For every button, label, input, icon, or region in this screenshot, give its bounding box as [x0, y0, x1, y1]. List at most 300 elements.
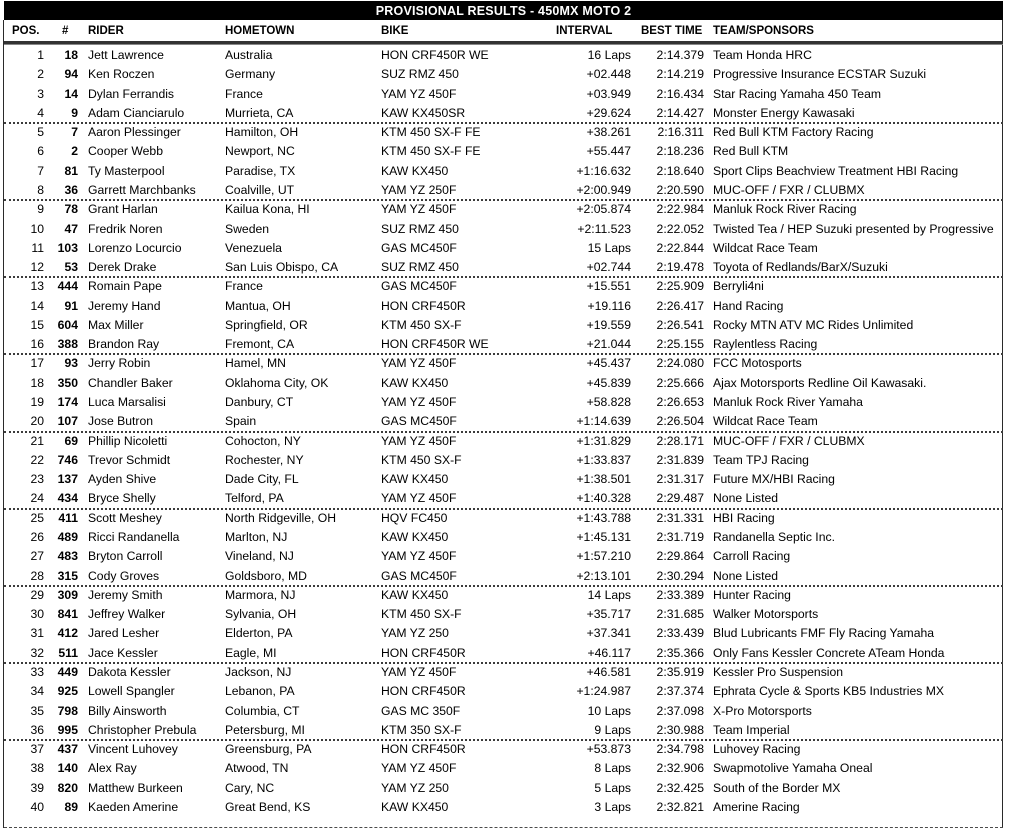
- header-underline-thin: [4, 44, 1003, 45]
- cell-interval: +46.117: [587, 645, 631, 660]
- cell-team: South of the Border MX: [713, 780, 841, 795]
- cell-rider: Ken Roczen: [88, 67, 155, 82]
- cell-number: 137: [57, 472, 78, 487]
- cell-bike: YAM YZ 450F: [381, 491, 457, 506]
- cell-number: 309: [57, 587, 78, 602]
- cell-rider: Jerry Robin: [88, 356, 151, 371]
- table-row: [4, 528, 1003, 547]
- cell-best-time: 2:25.909: [656, 279, 704, 294]
- cell-hometown: Cary, NC: [225, 780, 275, 795]
- cell-interval: +2:11.523: [577, 221, 631, 236]
- cell-number: 140: [57, 761, 78, 776]
- cell-bike: KAW KX450: [381, 587, 449, 602]
- cell-best-time: 2:35.366: [656, 645, 704, 660]
- cell-position: 4: [37, 105, 44, 120]
- cell-number: 437: [57, 742, 78, 757]
- cell-best-time: 2:22.984: [656, 202, 704, 217]
- cell-number: 7: [71, 125, 78, 140]
- cell-interval: +53.873: [586, 742, 631, 757]
- table-row: [4, 335, 1003, 354]
- table-row: [4, 142, 1003, 161]
- cell-number: 350: [57, 375, 78, 390]
- cell-bike: GAS MC450F: [381, 568, 457, 583]
- cell-position: 2: [37, 67, 44, 82]
- cell-number: 47: [64, 221, 78, 236]
- cell-best-time: 2:25.155: [656, 337, 704, 352]
- cell-position: 33: [30, 664, 44, 679]
- cell-rider: Fredrik Noren: [88, 221, 163, 236]
- cell-team: Wildcat Race Team: [713, 240, 818, 255]
- cell-best-time: 2:31.839: [656, 452, 704, 467]
- cell-rider: Phillip Nicoletti: [88, 433, 168, 448]
- cell-rider: Trevor Schmidt: [88, 452, 171, 467]
- cell-bike: GAS MC450F: [381, 279, 457, 294]
- cell-number: 9: [71, 105, 78, 120]
- cell-interval: +1:57.210: [576, 549, 631, 564]
- cell-team: HBI Racing: [713, 510, 775, 525]
- cell-team: Team Honda HRC: [713, 48, 812, 62]
- cell-hometown: Oklahoma City, OK: [225, 375, 329, 390]
- cell-rider: Matthew Burkeen: [88, 780, 183, 795]
- table-row: [4, 489, 1003, 508]
- cell-team: Wildcat Race Team: [713, 414, 818, 429]
- cell-rider: Scott Meshey: [88, 510, 162, 525]
- cell-position: 38: [30, 761, 44, 776]
- column-header-interval: INTERVAL: [556, 25, 613, 37]
- cell-bike: YAM YZ 250: [381, 626, 449, 641]
- cell-bike: GAS MC450F: [381, 414, 457, 429]
- table-row: [4, 432, 1003, 451]
- cell-bike: HON CRF450R: [381, 742, 466, 757]
- cell-number: 604: [57, 317, 78, 332]
- cell-number: 94: [64, 67, 78, 82]
- table-header-row: [4, 25, 1003, 41]
- cell-position: 40: [30, 799, 44, 814]
- cell-team: Hand Racing: [713, 298, 784, 313]
- cell-hometown: Danbury, CT: [225, 395, 294, 410]
- cell-position: 21: [30, 433, 44, 448]
- cell-best-time: 2:31.331: [656, 510, 704, 525]
- cell-number: 925: [57, 684, 78, 699]
- cell-rider: Jeremy Smith: [88, 587, 163, 602]
- cell-bike: KAW KX450: [381, 530, 449, 544]
- cell-best-time: 2:30.294: [656, 568, 704, 583]
- cell-position: 34: [30, 684, 44, 699]
- table-row: [4, 123, 1003, 142]
- cell-bike: KAW KX450: [381, 472, 449, 487]
- cell-number: 820: [57, 780, 78, 795]
- cell-best-time: 2:33.439: [656, 626, 704, 641]
- cell-position: 1: [37, 48, 44, 62]
- cell-best-time: 2:34.798: [656, 742, 704, 757]
- cell-hometown: Petersburg, MI: [225, 722, 305, 737]
- cell-best-time: 2:19.478: [656, 260, 704, 275]
- cell-hometown: Germany: [225, 67, 276, 82]
- cell-number: 36: [64, 182, 78, 197]
- cell-bike: YAM YZ 450F: [381, 433, 457, 448]
- cell-number: 483: [57, 549, 78, 564]
- cell-team: Ajax Motorsports Redline Oil Kawasaki.: [713, 375, 927, 390]
- table-row: [4, 220, 1003, 239]
- cell-hometown: Telford, PA: [225, 491, 284, 506]
- cell-bike: KTM 450 SX-F: [381, 607, 462, 622]
- cell-best-time: 2:32.906: [656, 761, 704, 776]
- cell-rider: Brandon Ray: [88, 337, 160, 352]
- table-row: [4, 644, 1003, 663]
- cell-team: Hunter Racing: [713, 587, 791, 602]
- cell-rider: Cooper Webb: [88, 144, 163, 159]
- cell-rider: Luca Marsalisi: [88, 395, 166, 410]
- table-row: [4, 721, 1003, 740]
- cell-bike: KTM 450 SX-F FE: [381, 125, 481, 140]
- table-row: [4, 740, 1003, 759]
- cell-rider: Jared Lesher: [88, 626, 160, 641]
- cell-interval: +37.341: [586, 626, 631, 641]
- cell-hometown: Marmora, NJ: [225, 587, 296, 602]
- cell-number: 995: [57, 722, 78, 737]
- table-row: [4, 239, 1003, 258]
- cell-position: 11: [31, 240, 44, 255]
- cell-number: 798: [57, 703, 78, 718]
- cell-hometown: Mantua, OH: [225, 298, 291, 313]
- cell-bike: YAM YZ 450F: [381, 395, 457, 410]
- cell-bike: SUZ RMZ 450: [381, 67, 459, 82]
- cell-team: Monster Energy Kawasaki: [713, 105, 855, 120]
- cell-hometown: Atwood, TN: [225, 761, 289, 776]
- cell-position: 10: [30, 221, 44, 236]
- cell-best-time: 2:30.988: [656, 722, 704, 737]
- cell-team: Amerine Racing: [713, 799, 800, 814]
- cell-bike: HON CRF450R: [381, 684, 466, 699]
- cell-best-time: 2:14.219: [656, 67, 704, 82]
- cell-position: 23: [30, 472, 44, 487]
- cell-hometown: Coalville, UT: [225, 182, 295, 197]
- cell-best-time: 2:24.080: [656, 356, 704, 371]
- table-row: [4, 200, 1003, 219]
- cell-position: 8: [37, 182, 44, 197]
- cell-hometown: Marlton, NJ: [225, 530, 288, 544]
- cell-position: 24: [30, 491, 44, 506]
- cell-rider: Billy Ainsworth: [88, 703, 167, 718]
- cell-interval: +2:05.874: [576, 202, 631, 217]
- cell-bike: KTM 450 SX-F FE: [381, 144, 481, 159]
- cell-rider: Romain Pape: [88, 279, 162, 294]
- cell-interval: +1:31.829: [576, 433, 631, 448]
- cell-rider: Jose Butron: [88, 414, 154, 429]
- cell-position: 29: [30, 587, 44, 602]
- cell-bike: YAM YZ 450F: [381, 761, 457, 776]
- cell-bike: YAM YZ 450F: [381, 202, 457, 217]
- cell-number: 14: [64, 86, 78, 101]
- cell-team: Swapmotolive Yamaha Oneal: [713, 761, 873, 776]
- cell-hometown: France: [225, 86, 263, 101]
- cell-rider: Grant Harlan: [88, 202, 158, 217]
- cell-best-time: 2:31.685: [656, 607, 704, 622]
- cell-interval: +19.116: [587, 298, 631, 313]
- cell-team: Team TPJ Racing: [713, 452, 809, 467]
- cell-hometown: North Ridgeville, OH: [225, 510, 337, 525]
- cell-best-time: 2:14.427: [656, 105, 704, 120]
- table-row: [4, 509, 1003, 528]
- table-bottom-separator: [4, 827, 1003, 829]
- table-row: [4, 65, 1003, 84]
- cell-hometown: Venezuela: [225, 240, 282, 255]
- cell-position: 16: [30, 337, 44, 352]
- cell-rider: Christopher Prebula: [88, 722, 197, 737]
- cell-interval: +1:14.639: [576, 414, 631, 429]
- cell-best-time: 2:18.640: [656, 163, 704, 178]
- cell-best-time: 2:37.374: [656, 684, 704, 699]
- table-row: [4, 316, 1003, 335]
- cell-hometown: Vineland, NJ: [225, 549, 294, 564]
- cell-position: 36: [30, 722, 44, 737]
- cell-bike: KAW KX450SR: [381, 105, 466, 120]
- cell-number: 511: [58, 645, 78, 660]
- cell-hometown: Hamilton, OH: [225, 125, 299, 140]
- cell-number: 388: [57, 337, 78, 352]
- cell-number: 93: [64, 356, 78, 371]
- table-row: [4, 85, 1003, 104]
- column-header-bike: BIKE: [381, 25, 409, 37]
- cell-bike: KAW KX450: [381, 799, 449, 814]
- table-row: [4, 181, 1003, 200]
- table-row: [4, 46, 1003, 65]
- cell-best-time: 2:29.864: [656, 549, 704, 564]
- cell-rider: Dylan Ferrandis: [88, 86, 175, 101]
- table-row: [4, 258, 1003, 277]
- cell-number: 91: [64, 298, 78, 313]
- cell-position: 3: [37, 86, 44, 101]
- cell-interval: +21.044: [586, 337, 631, 352]
- cell-interval: +58.828: [586, 395, 631, 410]
- cell-bike: SUZ RMZ 450: [381, 260, 459, 275]
- cell-position: 37: [30, 742, 44, 757]
- cell-interval: 9 Laps: [594, 722, 631, 737]
- cell-position: 31: [30, 626, 44, 641]
- cell-position: 20: [30, 414, 44, 429]
- cell-hometown: Goldsboro, MD: [225, 568, 307, 583]
- cell-bike: KTM 450 SX-F: [381, 317, 462, 332]
- cell-team: Toyota of Redlands/BarX/Suzuki: [713, 260, 888, 275]
- column-header-team: TEAM/SPONSORS: [713, 25, 814, 37]
- page-title: PROVISIONAL RESULTS - 450MX MOTO 2: [4, 1, 1003, 20]
- cell-position: 32: [30, 645, 44, 660]
- cell-position: 18: [30, 375, 44, 390]
- cell-best-time: 2:32.425: [656, 780, 704, 795]
- cell-position: 19: [30, 395, 44, 410]
- cell-hometown: Dade City, FL: [225, 472, 299, 487]
- cell-hometown: Greensburg, PA: [225, 742, 312, 757]
- cell-bike: SUZ RMZ 450: [381, 221, 459, 236]
- table-row: [4, 470, 1003, 489]
- table-row: [4, 297, 1003, 316]
- cell-position: 14: [30, 298, 44, 313]
- cell-bike: YAM YZ 250F: [381, 182, 457, 197]
- cell-position: 39: [30, 780, 44, 795]
- cell-interval: +02.448: [586, 67, 631, 82]
- cell-interval: +46.581: [586, 664, 631, 679]
- cell-position: 12: [30, 260, 44, 275]
- cell-best-time: 2:35.919: [656, 664, 704, 679]
- cell-hometown: Elderton, PA: [225, 626, 293, 641]
- table-row: [4, 779, 1003, 798]
- cell-interval: +35.717: [586, 607, 631, 622]
- cell-position: 30: [30, 607, 44, 622]
- cell-hometown: Lebanon, PA: [225, 684, 295, 699]
- cell-bike: YAM YZ 450F: [381, 664, 457, 679]
- cell-interval: 14 Laps: [587, 587, 631, 602]
- cell-number: 444: [57, 279, 78, 294]
- cell-team: Progressive Insurance ECSTAR Suzuki: [713, 67, 927, 82]
- cell-position: 6: [37, 144, 44, 159]
- cell-best-time: 2:20.590: [656, 182, 704, 197]
- cell-best-time: 2:26.541: [656, 317, 704, 332]
- cell-interval: +15.551: [586, 279, 631, 294]
- cell-team: Twisted Tea / HEP Suzuki presented by Progressive: [713, 221, 994, 236]
- cell-team: Kessler Pro Suspension: [713, 664, 844, 679]
- cell-team: Manluk Rock River Racing: [713, 202, 857, 217]
- table-row: [4, 624, 1003, 643]
- cell-rider: Chandler Baker: [88, 375, 173, 390]
- right-clip-mask: [1003, 0, 1024, 832]
- cell-rider: Ricci Randanella: [88, 530, 180, 544]
- cell-best-time: 2:22.052: [656, 221, 704, 236]
- cell-best-time: 2:14.379: [656, 48, 704, 62]
- cell-team: Future MX/HBI Racing: [713, 472, 835, 487]
- cell-hometown: Murrieta, CA: [225, 105, 294, 120]
- cell-team: Red Bull KTM Factory Racing: [713, 125, 874, 140]
- cell-hometown: Sweden: [225, 221, 270, 236]
- cell-rider: Alex Ray: [88, 761, 137, 776]
- cell-hometown: Sylvania, OH: [225, 607, 297, 622]
- cell-interval: 8 Laps: [594, 761, 631, 776]
- table-row: [4, 605, 1003, 624]
- table-row: [4, 393, 1003, 412]
- cell-rider: Dakota Kessler: [88, 664, 171, 679]
- cell-hometown: Paradise, TX: [225, 163, 296, 178]
- cell-number: 841: [57, 607, 78, 622]
- cell-interval: 5 Laps: [594, 780, 631, 795]
- cell-rider: Ty Masterpool: [88, 163, 165, 178]
- cell-position: 28: [30, 568, 44, 583]
- cell-hometown: San Luis Obispo, CA: [225, 260, 339, 275]
- cell-hometown: Newport, NC: [225, 144, 295, 159]
- cell-position: 13: [30, 279, 44, 294]
- cell-interval: +1:33.837: [576, 452, 631, 467]
- cell-position: 9: [37, 202, 44, 217]
- cell-rider: Kaeden Amerine: [88, 799, 179, 814]
- cell-hometown: Great Bend, KS: [225, 799, 311, 814]
- cell-bike: YAM YZ 450F: [381, 549, 457, 564]
- cell-interval: +02.744: [586, 260, 631, 275]
- cell-position: 22: [30, 452, 44, 467]
- cell-best-time: 2:31.317: [656, 472, 704, 487]
- cell-hometown: Springfield, OR: [225, 317, 308, 332]
- cell-bike: GAS MC450F: [381, 240, 457, 255]
- cell-team: Team Imperial: [713, 722, 790, 737]
- cell-number: 18: [64, 48, 78, 62]
- cell-interval: +45.437: [586, 356, 631, 371]
- table-row: [4, 567, 1003, 586]
- cell-number: 412: [57, 626, 78, 641]
- cell-team: Ephrata Cycle & Sports KB5 Industries MX: [713, 684, 944, 699]
- cell-bike: HON CRF450R: [381, 298, 466, 313]
- cell-hometown: Columbia, CT: [225, 703, 300, 718]
- cell-best-time: 2:37.098: [656, 703, 704, 718]
- cell-number: 174: [57, 395, 78, 410]
- cell-team: Rocky MTN ATV MC Rides Unlimited: [713, 317, 914, 332]
- cell-position: 27: [30, 549, 44, 564]
- cell-position: 17: [30, 356, 44, 371]
- cell-interval: 16 Laps: [587, 48, 631, 62]
- cell-team: Carroll Racing: [713, 549, 791, 564]
- cell-team: MUC-OFF / FXR / CLUBMX: [713, 182, 865, 197]
- cell-team: None Listed: [713, 568, 779, 583]
- cell-number: 89: [64, 799, 78, 814]
- cell-team: X-Pro Motorsports: [713, 703, 812, 718]
- cell-best-time: 2:26.417: [656, 298, 704, 313]
- table-row: [4, 702, 1003, 721]
- cell-bike: HON CRF450R WE: [381, 48, 489, 62]
- cell-hometown: Hamel, MN: [225, 356, 286, 371]
- cell-interval: 10 Laps: [587, 703, 631, 718]
- cell-rider: Jeremy Hand: [88, 298, 161, 313]
- cell-number: 78: [64, 202, 78, 217]
- cell-interval: +45.839: [586, 375, 631, 390]
- cell-team: MUC-OFF / FXR / CLUBMX: [713, 433, 865, 448]
- cell-team: Sport Clips Beachview Treatment HBI Racing: [713, 163, 959, 178]
- cell-rider: Adam Cianciarulo: [88, 105, 185, 120]
- cell-interval: +38.261: [586, 125, 631, 140]
- cell-rider: Garrett Marchbanks: [88, 182, 196, 197]
- cell-team: FCC Motosports: [713, 356, 802, 371]
- table-row: [4, 759, 1003, 778]
- table-row: [4, 798, 1003, 817]
- cell-position: 7: [37, 163, 44, 178]
- cell-interval: +1:40.328: [576, 491, 631, 506]
- cell-number: 2: [71, 144, 78, 159]
- cell-team: None Listed: [713, 491, 779, 506]
- cell-number: 69: [64, 433, 78, 448]
- table-row: [4, 104, 1003, 123]
- cell-team: Luhovey Racing: [713, 742, 801, 757]
- cell-team: Only Fans Kessler Concrete ATeam Honda: [713, 645, 945, 660]
- cell-interval: +1:45.131: [576, 530, 631, 544]
- cell-hometown: Australia: [225, 48, 273, 62]
- cell-rider: Ayden Shive: [88, 472, 157, 487]
- table-row: [4, 412, 1003, 431]
- cell-rider: Jace Kessler: [88, 645, 158, 660]
- cell-bike: HON CRF450R WE: [381, 337, 489, 352]
- cell-best-time: 2:29.487: [656, 491, 704, 506]
- cell-bike: KAW KX450: [381, 163, 449, 178]
- cell-hometown: Eagle, MI: [225, 645, 277, 660]
- column-header-hometown: HOMETOWN: [225, 25, 295, 37]
- cell-interval: +19.559: [586, 317, 631, 332]
- cell-rider: Derek Drake: [88, 260, 157, 275]
- cell-position: 5: [37, 125, 44, 140]
- cell-team: Randanella Septic Inc.: [713, 530, 835, 544]
- cell-bike: HON CRF450R: [381, 645, 466, 660]
- cell-best-time: 2:18.236: [656, 144, 704, 159]
- cell-rider: Jeffrey Walker: [88, 607, 166, 622]
- cell-rider: Max Miller: [88, 317, 144, 332]
- table-row: [4, 451, 1003, 470]
- cell-rider: Lorenzo Locurcio: [88, 240, 182, 255]
- cell-best-time: 2:32.821: [656, 799, 704, 814]
- cell-number: 107: [57, 414, 78, 429]
- cell-bike: KTM 450 SX-F: [381, 452, 462, 467]
